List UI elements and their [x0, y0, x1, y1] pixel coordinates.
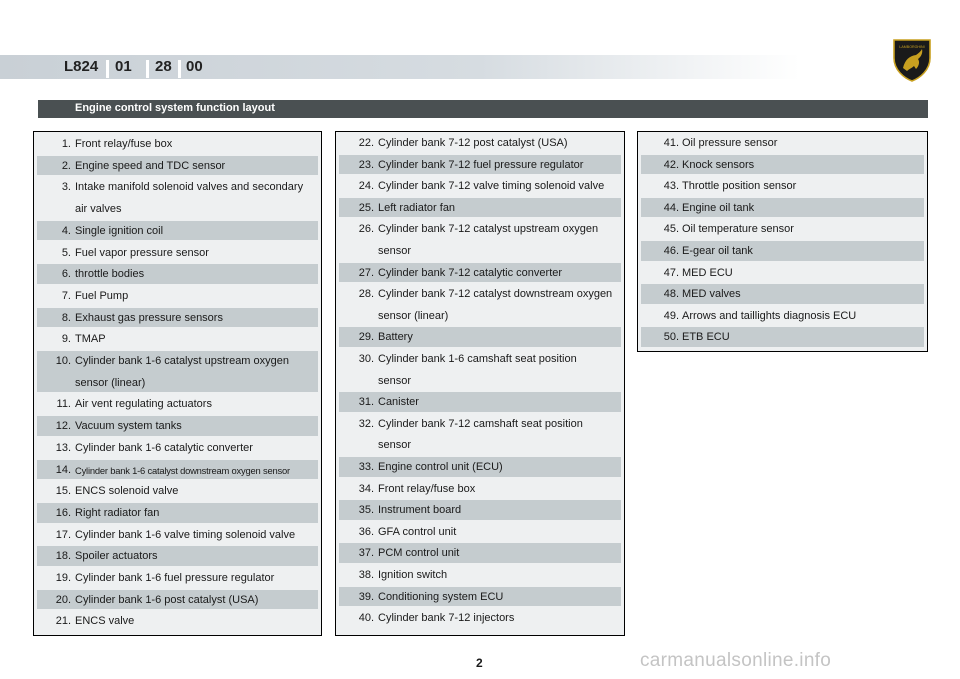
legend-text: Exhaust gas pressure sensors — [75, 311, 223, 324]
legend-row — [37, 351, 318, 392]
legend-row — [37, 177, 318, 218]
legend-number: 50. — [663, 331, 679, 344]
legend-row — [641, 263, 924, 283]
legend-row — [37, 590, 318, 610]
legend-text: Oil temperature sensor — [682, 223, 794, 236]
legend-row — [37, 134, 318, 154]
legend-number: 49. — [663, 309, 679, 322]
legend-number: 16. — [55, 506, 71, 519]
legend-row — [37, 308, 318, 328]
doc-code-model: L824 — [64, 58, 99, 75]
legend-row — [641, 241, 924, 261]
legend-number: 15. — [55, 485, 71, 498]
legend-number: 11. — [56, 398, 71, 411]
legend-text-continued: sensor (linear) — [378, 309, 449, 322]
legend-text: Knock sensors — [682, 158, 755, 171]
legend-number: 46. — [663, 245, 679, 257]
legend-text: Cylinder bank 1-6 post catalyst (USA) — [75, 593, 259, 606]
legend-number: 10. — [55, 355, 71, 367]
legend-number: 19. — [55, 572, 71, 584]
legend-text-continued: sensor — [378, 439, 412, 452]
legend-row — [641, 284, 924, 304]
legend-row — [37, 394, 318, 414]
legend-text: TMAP — [75, 333, 106, 346]
legend-number: 31. — [358, 396, 374, 409]
legend-row — [339, 608, 621, 628]
legend-text: Canister — [378, 396, 419, 409]
legend-number: 35. — [358, 504, 374, 517]
legend-number: 29. — [358, 331, 374, 344]
legend-text: PCM control unit — [378, 547, 460, 560]
legend-text: Fuel Pump — [75, 289, 129, 302]
legend-text: Cylinder bank 1-6 camshaft seat position — [378, 353, 577, 365]
legend-text: Vacuum system tanks — [75, 420, 182, 433]
svg-text:LAMBORGHINI: LAMBORGHINI — [899, 45, 925, 49]
legend-text: Cylinder bank 7-12 catalytic converter — [378, 266, 563, 279]
legend-text: Cylinder bank 7-12 catalyst upstream oxygen — [378, 223, 599, 236]
legend-number: 47. — [663, 266, 679, 279]
legend-number: 17. — [55, 528, 71, 541]
legend-text: Cylinder bank 7-12 injectors — [378, 612, 515, 625]
legend-text: ETB ECU — [682, 331, 730, 344]
legend-number: 9. — [61, 333, 71, 346]
legend-row — [37, 568, 318, 588]
legend-text: Arrows and taillights diagnosis ECU — [682, 309, 857, 322]
legend-row — [339, 284, 621, 325]
legend-row — [339, 500, 621, 520]
legend-text: ENCS valve — [75, 615, 135, 628]
legend-number: 43. — [663, 180, 679, 193]
legend-number: 23. — [358, 158, 374, 171]
legend-number: 38. — [358, 569, 374, 581]
legend-text: Cylinder bank 7-12 fuel pressure regulator — [378, 158, 584, 171]
legend-number: 45. — [663, 223, 679, 236]
legend-number: 34. — [358, 482, 374, 495]
legend-text: Front relay/fuse box — [75, 138, 173, 150]
legend-text: Air vent regulating actuators — [75, 398, 212, 411]
legend-row — [37, 611, 318, 631]
legend-text: E-gear oil tank — [682, 245, 753, 257]
legend-number: 48. — [663, 288, 679, 301]
legend-text: Instrument board — [378, 504, 462, 517]
legend-row — [37, 264, 318, 284]
legend-column-1 — [33, 131, 322, 636]
doc-code-group: 01 — [115, 58, 132, 75]
legend-number: 37. — [358, 547, 374, 560]
legend-text: Engine oil tank — [682, 201, 755, 214]
legend-number: 39. — [358, 590, 374, 603]
legend-text: Intake manifold solenoid valves and secondary — [75, 181, 304, 194]
legend-row — [339, 565, 621, 585]
legend-row — [641, 198, 924, 218]
legend-text: MED valves — [682, 288, 741, 301]
legend-number: 3. — [61, 181, 71, 194]
legend-number: 42. — [663, 158, 679, 171]
legend-number: 8. — [61, 311, 71, 324]
legend-row — [339, 219, 621, 260]
legend-text: Cylinder bank 7-12 post catalyst (USA) — [378, 137, 568, 149]
legend-text: Ignition switch — [378, 569, 448, 581]
legend-text: Left radiator fan — [378, 201, 456, 214]
legend-number: 33. — [358, 461, 374, 473]
legend-text: throttle bodies — [75, 268, 145, 281]
legend-number: 32. — [358, 417, 374, 430]
legend-row — [339, 392, 621, 412]
legend-number: 41. — [663, 137, 679, 149]
legend-number: 44. — [663, 201, 679, 214]
legend-row — [339, 414, 621, 455]
legend-number: 18. — [55, 550, 71, 563]
legend-row — [37, 286, 318, 306]
legend-row — [641, 133, 924, 153]
header-separator — [146, 60, 149, 78]
section-title: Engine control system function layout — [75, 102, 275, 114]
header-separator — [106, 60, 109, 78]
legend-text: Cylinder bank 1-6 catalytic converter — [75, 441, 253, 454]
page-number: 2 — [476, 656, 483, 670]
legend-text: Cylinder bank 7-12 catalyst downstream oxygen — [378, 288, 613, 301]
doc-code-sub: 00 — [186, 58, 203, 75]
legend-text: Battery — [378, 331, 413, 344]
legend-text: Cylinder bank 1-6 catalyst upstream oxygen — [75, 355, 289, 367]
legend-row — [37, 503, 318, 523]
legend-row — [641, 176, 924, 196]
legend-row — [37, 481, 318, 501]
legend-row — [641, 306, 924, 326]
legend-number: 24. — [358, 180, 374, 193]
legend-number: 26. — [358, 223, 374, 236]
legend-text: Right radiator fan — [75, 506, 160, 519]
legend-row — [641, 219, 924, 239]
legend-row — [339, 155, 621, 175]
legend-number: 20. — [55, 593, 71, 606]
legend-number: 27. — [358, 266, 374, 279]
legend-row — [641, 155, 924, 175]
legend-row — [37, 221, 318, 241]
legend-column-3 — [637, 131, 928, 352]
legend-row — [339, 327, 621, 347]
legend-number: 40. — [358, 612, 374, 625]
legend-number: 4. — [61, 224, 71, 237]
legend-text-continued: sensor (linear) — [75, 376, 146, 389]
legend-text: Fuel vapor pressure sensor — [75, 246, 209, 259]
legend-text: GFA control unit — [378, 525, 457, 538]
legend-row — [641, 327, 924, 347]
legend-row — [339, 479, 621, 499]
legend-text: Cylinder bank 1-6 catalyst downstream oxygen sensor — [75, 464, 290, 476]
legend-text: Oil pressure sensor — [682, 137, 778, 149]
legend-row — [37, 329, 318, 349]
legend-number: 6. — [61, 268, 71, 281]
legend-text: Throttle position sensor — [682, 180, 797, 193]
legend-number: 13. — [55, 441, 71, 454]
legend-row — [339, 522, 621, 542]
legend-row — [37, 438, 318, 458]
legend-column-2 — [335, 131, 625, 636]
legend-number: 14. — [55, 463, 71, 476]
legend-row — [339, 133, 621, 153]
legend-number: 28. — [358, 288, 374, 301]
legend-row — [339, 176, 621, 196]
legend-text-continued: air valves — [75, 203, 122, 216]
watermark: carmanualsonline.info — [640, 650, 832, 671]
legend-text: Cylinder bank 1-6 valve timing solenoid valve — [75, 528, 296, 541]
legend-number: 22. — [358, 137, 374, 149]
legend-text: Spoiler actuators — [75, 550, 158, 563]
legend-row — [37, 156, 318, 176]
legend-row — [37, 416, 318, 436]
legend-number: 7. — [61, 289, 71, 302]
legend-text-continued: sensor — [378, 244, 412, 257]
section-title-bar — [38, 100, 928, 118]
doc-code-section: 28 — [155, 58, 172, 75]
legend-number: 12. — [55, 420, 71, 433]
legend-number: 5. — [61, 246, 71, 259]
legend-text: Front relay/fuse box — [378, 482, 476, 495]
legend-text: Single ignition coil — [75, 224, 164, 237]
legend-row — [339, 349, 621, 390]
legend-number: 25. — [358, 201, 374, 214]
legend-number: 2. — [61, 159, 71, 172]
legend-row — [339, 457, 621, 477]
legend-text: Cylinder bank 7-12 camshaft seat position — [378, 417, 583, 430]
legend-text: Engine speed and TDC sensor — [75, 159, 226, 172]
legend-text: Cylinder bank 7-12 valve timing solenoid valve — [378, 180, 605, 193]
legend-text: Conditioning system ECU — [378, 590, 504, 603]
legend-row — [37, 525, 318, 545]
legend-number: 1. — [61, 138, 71, 150]
legend-text-continued: sensor — [378, 374, 412, 387]
legend-text: Cylinder bank 1-6 fuel pressure regulator — [75, 572, 275, 584]
legend-row — [339, 198, 621, 218]
legend-text: MED ECU — [682, 266, 733, 279]
legend-number: 30. — [358, 353, 374, 365]
legend-text: Engine control unit (ECU) — [378, 461, 503, 473]
legend-row — [339, 263, 621, 283]
legend-row — [339, 587, 621, 607]
legend-number: 36. — [358, 525, 374, 538]
legend-text: ENCS solenoid valve — [75, 485, 179, 498]
logo-wordmark — [892, 38, 932, 82]
legend-row — [37, 243, 318, 263]
legend-number: 21. — [55, 615, 71, 628]
legend-row — [339, 543, 621, 563]
legend-row — [37, 460, 318, 480]
header-separator — [178, 60, 181, 78]
legend-row — [37, 546, 318, 566]
